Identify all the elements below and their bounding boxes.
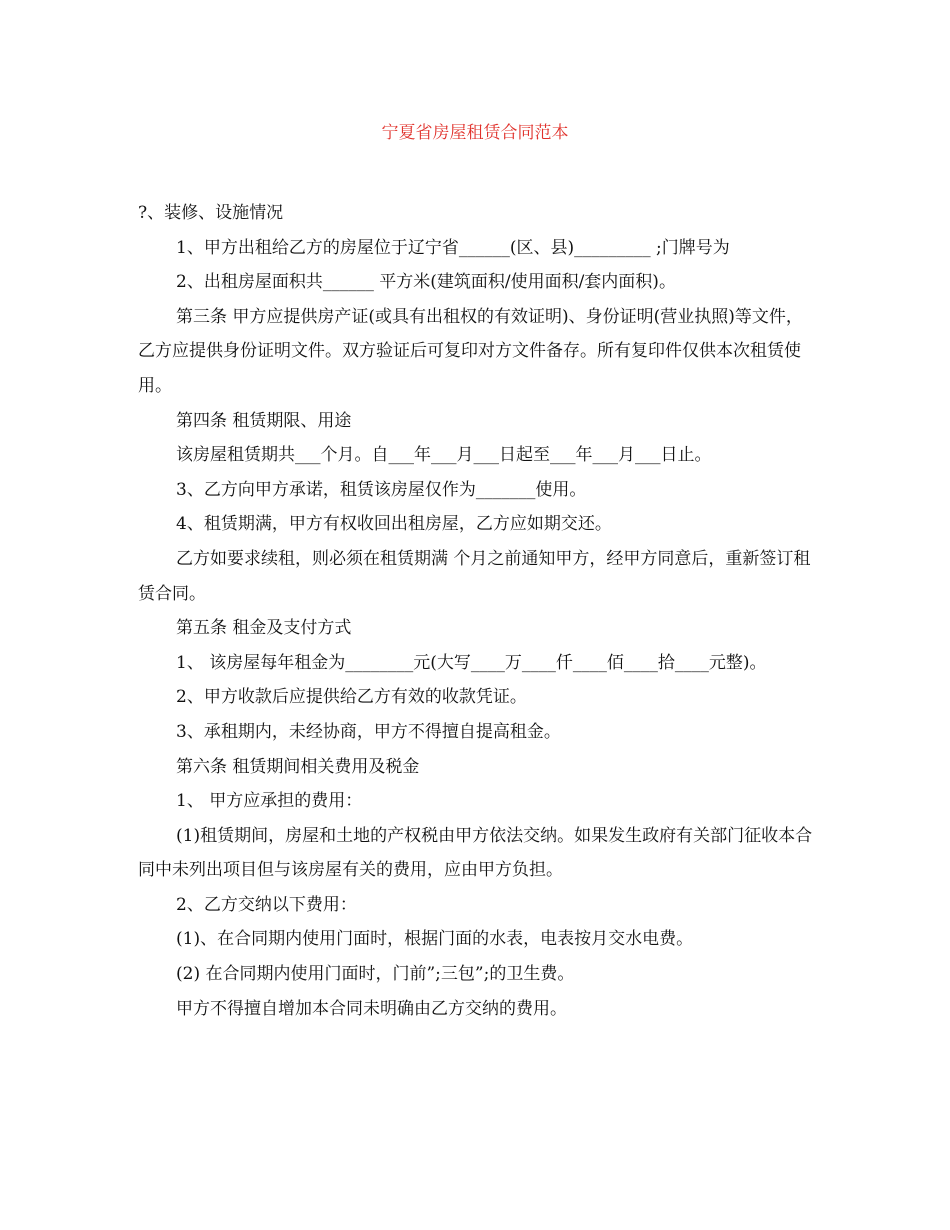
document-body — [138, 196, 818, 1026]
paragraph: (1)、在合同期内使用门面时，根据门面的水表，电表按月交水电费。 — [176, 929, 694, 950]
paragraph: (2) 在合同期内使用门面时，门前”;三包”;的卫生费。 — [176, 964, 575, 985]
paragraph: 乙方如要求续租，则必须在租赁期满 个月之前通知甲方，经甲方同意后，重新签订租赁合同。 — [138, 548, 811, 604]
paragraph: 第四条 租赁期限、用途 — [176, 410, 352, 431]
paragraph: 2、出租房屋面积共______ 平方米(建筑面积/使用面积/套内面积)。 — [176, 272, 676, 293]
paragraph: 3、乙方向甲方承诺，租赁该房屋仅作为_______使用。 — [176, 479, 587, 500]
paragraph: (1)租赁期间，房屋和土地的产权税由甲方依法交纳。如果发生政府有关部门征收本合同中未列出项目但与该房屋有关的费用，应由甲方负担。 — [138, 825, 813, 881]
paragraph: 1、甲方出租给乙方的房屋位于辽宁省______(区、县)_________ ;门牌号为 — [176, 237, 730, 258]
paragraph: 第六条 租赁期间相关费用及税金 — [176, 756, 420, 777]
paragraph: 第三条 甲方应提供房产证(或具有出租权的有效证明)、身份证明(营业执照)等文件，乙方应提供身份证明文件。双方验证后可复印对方文件备存。所有复印件仅供本次租赁使用。 — [138, 306, 803, 396]
paragraph: 1、 甲方应承担的费用： — [176, 791, 363, 812]
paragraph: 该房屋租赁期共___个月。自___年___月___日起至___年___月___日止。 — [176, 445, 712, 466]
document-title: 宁夏省房屋租赁合同范本 — [381, 123, 569, 143]
paragraph: 甲方不得擅自增加本合同未明确由乙方交纳的费用。 — [176, 998, 567, 1019]
paragraph: 第五条 租金及支付方式 — [176, 618, 352, 639]
paragraph: 2、乙方交纳以下费用： — [176, 894, 357, 915]
paragraph: 4、租赁期满，甲方有权收回出租房屋，乙方应如期交还。 — [176, 514, 612, 535]
paragraph: ?、装修、设施情况 — [138, 203, 284, 223]
paragraph: 1、 该房屋每年租金为________元(大写____万____仟____佰____拾____元整)。 — [176, 652, 767, 673]
paragraph: 2、甲方收款后应提供给乙方有效的收款凭证。 — [176, 687, 527, 708]
paragraph: 3、承租期内，未经协商，甲方不得擅自提高租金。 — [176, 721, 561, 742]
